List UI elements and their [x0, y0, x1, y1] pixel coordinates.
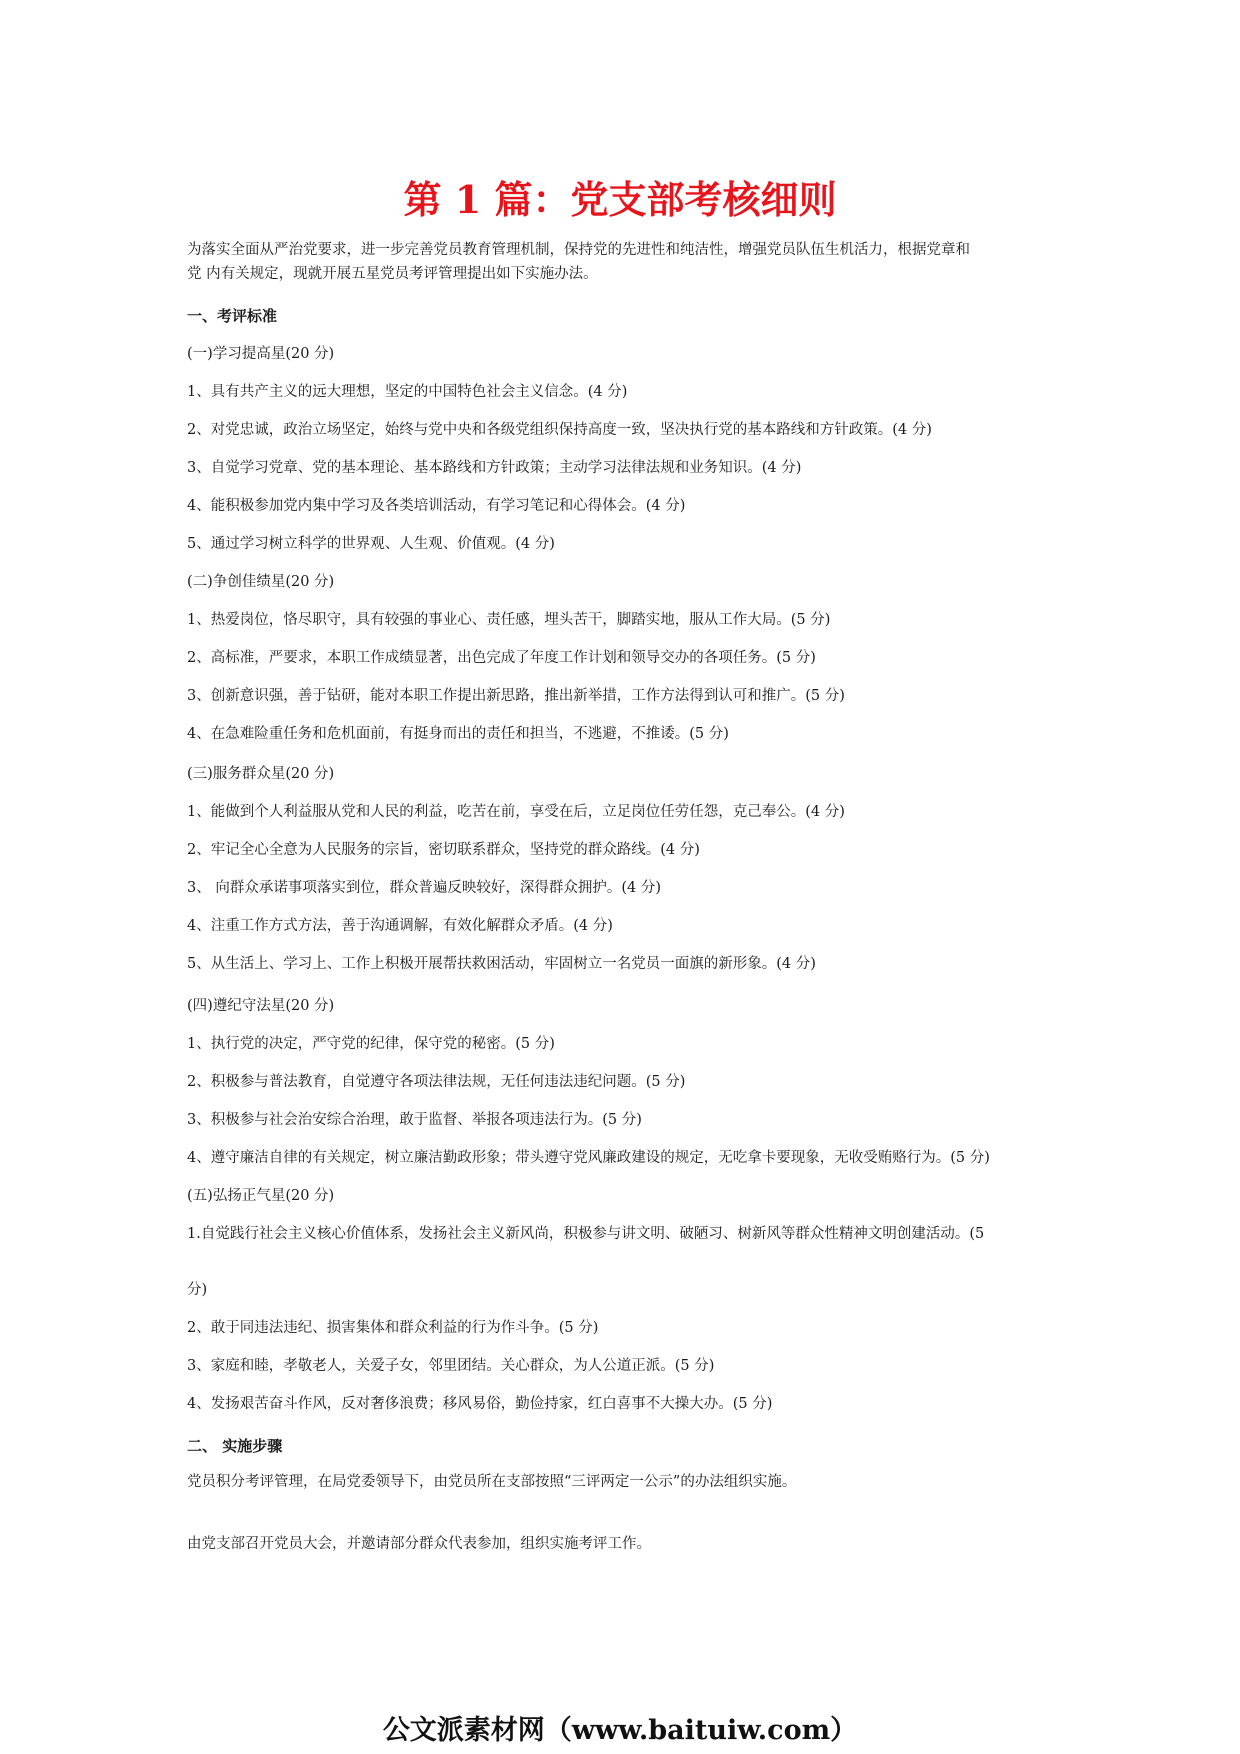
group-5-title: (五)弘扬正气星(20 分)	[187, 1188, 335, 1204]
section-2-heading: 二、 实施步骤	[187, 1437, 283, 1455]
group-3-title: (三)服务群众星(20 分)	[187, 766, 335, 782]
footer-watermark: 公文派素材网（www.baituiw.com）	[382, 1715, 858, 1746]
list-item: 3、 向群众承诺事项落实到位，群众普遍反映较好，深得群众拥护。(4 分)	[187, 880, 661, 896]
list-item: 4、发扬艰苦奋斗作风，反对奢侈浪费；移风易俗，勤俭持家，红白喜事不大操大办。(5 分)	[187, 1396, 773, 1412]
intro-line-2: 党 内有关规定，现就开展五星党员考评管理提出如下实施办法。	[187, 266, 598, 282]
paragraph: 由党支部召开党员大会，并邀请部分群众代表参加，组织实施考评工作。	[187, 1536, 651, 1552]
list-item: 4、能积极参加党内集中学习及各类培训活动，有学习笔记和心得体会。(4 分)	[187, 498, 686, 514]
list-item: 1、能做到个人利益服从党和人民的利益，吃苦在前，享受在后，立足岗位任劳任怨，克己奉公。(4 分)	[187, 804, 845, 820]
list-item: 1.自觉践行社会主义核心价值体系，发扬社会主义新风尚，积极参与讲文明、破陋习、树新风等群众性精神文明创建活动。(5	[187, 1226, 985, 1242]
list-item: 1、执行党的决定，严守党的纪律，保守党的秘密。(5 分)	[187, 1036, 555, 1052]
group-1-title: (一)学习提高星(20 分)	[187, 346, 335, 362]
list-item: 3、积极参与社会治安综合治理，敢于监督、举报各项违法行为。(5 分)	[187, 1112, 642, 1128]
section-1-heading: 一、考评标准	[187, 307, 278, 325]
list-item-continuation: 分)	[187, 1282, 208, 1298]
list-item: 2、对党忠诚，政治立场坚定，始终与党中央和各级党组织保持高度一致，坚决执行党的基本路线和方针政策。(4 分)	[187, 422, 932, 438]
list-item: 3、创新意识强，善于钻研，能对本职工作提出新思路，推出新举措，工作方法得到认可和推广。(5 分)	[187, 688, 845, 704]
list-item: 3、家庭和睦，孝敬老人，关爱子女，邻里团结。关心群众，为人公道正派。(5 分)	[187, 1358, 715, 1374]
list-item: 4、遵守廉洁自律的有关规定，树立廉洁勤政形象；带头遵守党风廉政建设的规定，无吃拿卡要现象，无收受贿赂行为。(5 分)	[187, 1150, 990, 1166]
list-item: 4、注重工作方式方法，善于沟通调解，有效化解群众矛盾。(4 分)	[187, 918, 613, 934]
list-item: 5、通过学习树立科学的世界观、人生观、价值观。(4 分)	[187, 536, 555, 552]
group-4-title: (四)遵纪守法星(20 分)	[187, 998, 335, 1014]
list-item: 5、从生活上、学习上、工作上积极开展帮扶救困活动，牢固树立一名党员一面旗的新形象。(4 分)	[187, 956, 816, 972]
list-item: 3、自觉学习党章、党的基本理论、基本路线和方针政策；主动学习法律法规和业务知识。(4 分)	[187, 460, 802, 476]
intro-line-1: 为落实全面从严治党要求，进一步完善党员教育管理机制，保持党的先进性和纯洁性，增强党员队伍生机活力，根据党章和	[187, 242, 970, 258]
group-2-title: (二)争创佳绩星(20 分)	[187, 574, 335, 590]
paragraph: 党员积分考评管理，在局党委领导下，由党员所在支部按照“三评两定一公示”的办法组织实施。	[187, 1474, 797, 1490]
list-item: 4、在急难险重任务和危机面前，有挺身而出的责任和担当，不逃避，不推诿。(5 分)	[187, 726, 729, 742]
document-title: 第 1 篇：党支部考核细则	[403, 177, 837, 222]
list-item: 2、高标准，严要求，本职工作成绩显著，出色完成了年度工作计划和领导交办的各项任务。(5 分)	[187, 650, 816, 666]
list-item: 2、敢于同违法违纪、损害集体和群众利益的行为作斗争。(5 分)	[187, 1320, 599, 1336]
list-item: 1、具有共产主义的远大理想，坚定的中国特色社会主义信念。(4 分)	[187, 384, 628, 400]
list-item: 2、积极参与普法教育，自觉遵守各项法律法规，无任何违法违纪问题。(5 分)	[187, 1074, 686, 1090]
list-item: 1、热爱岗位，恪尽职守，具有较强的事业心、责任感，埋头苦干，脚踏实地，服从工作大局。(5 分)	[187, 612, 831, 628]
list-item: 2、牢记全心全意为人民服务的宗旨，密切联系群众，坚持党的群众路线。(4 分)	[187, 842, 700, 858]
